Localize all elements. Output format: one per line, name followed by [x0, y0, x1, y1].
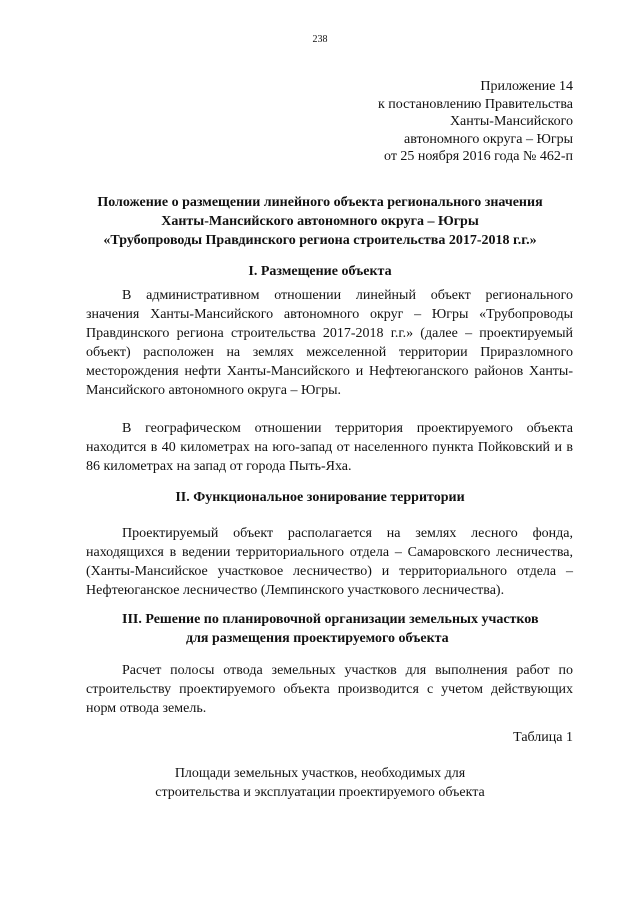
- title-line-2: Ханты-Мансийского автономного округа – Югры: [161, 214, 479, 229]
- section-1-heading: I. Размещение объекта: [248, 264, 392, 279]
- table-label: Таблица 1: [513, 730, 573, 745]
- section-3-paragraph-1: Расчет полосы отвода земельных участков для выполнения работ по строительству проектируемого объекта производится с учетом действующих норм отвода земель.: [86, 663, 573, 716]
- table-caption-line-2: строительства и эксплуатации проектируемого объекта: [155, 785, 485, 800]
- title-line-1: Положение о размещении линейного объекта регионального значения: [97, 195, 543, 210]
- appendix-line-3: Ханты-Мансийского: [449, 114, 573, 129]
- section-2-paragraph-1: Проектируемый объект располагается на землях лесного фонда, находящихся в ведении территориального отдела – Самаровского лесничества, (Ханты-Мансийское участковое лесничество) и территориального отдела – Нефтеюганское лесничество (Лемпинского участкового лесничества).: [86, 526, 573, 598]
- section-3-heading-line-2: для размещения проектируемого объекта: [186, 631, 449, 646]
- section-3-heading-line-1: III. Решение по планировочной организации земельных участков: [122, 612, 539, 627]
- appendix-line-1: Приложение 14: [480, 79, 573, 94]
- appendix-line-4: автономного округа – Югры: [404, 131, 573, 147]
- appendix-line-2: к постановлению Правительства: [377, 96, 573, 112]
- appendix-line-5: от 25 ноября 2016 года № 462-п: [384, 149, 573, 164]
- table-caption: [60, 764, 580, 802]
- page-number: 238: [312, 34, 328, 45]
- section-1-paragraph-2: В географическом отношении территория проектируемого объекта находится в 40 километрах на юго-запад от населенного пункта Пойковский и в 86 километрах на запад от города Пыть-Яха.: [86, 421, 573, 474]
- appendix-header: [378, 78, 573, 166]
- document-title: [60, 193, 580, 250]
- title-line-3: «Трубопроводы Правдинского региона строительства 2017-2018 г.г.»: [103, 233, 537, 248]
- section-1-paragraph-1: В административном отношении линейный объект регионального значения Ханты-Мансийского автономного округ – Югры «Трубопроводы Правдинского региона строительства 2017-2018 г.г.» (далее – проектируемый объект) расположен на землях межселенной территории Приразломного месторождения нефти Ханты-Мансийского и Нефтеюганского районов Ханты-Мансийского автономного округа – Югры.: [86, 288, 573, 398]
- table-caption-line-1: Площади земельных участков, необходимых для: [174, 766, 466, 781]
- section-2-heading: II. Функциональное зонирование территории: [175, 490, 465, 505]
